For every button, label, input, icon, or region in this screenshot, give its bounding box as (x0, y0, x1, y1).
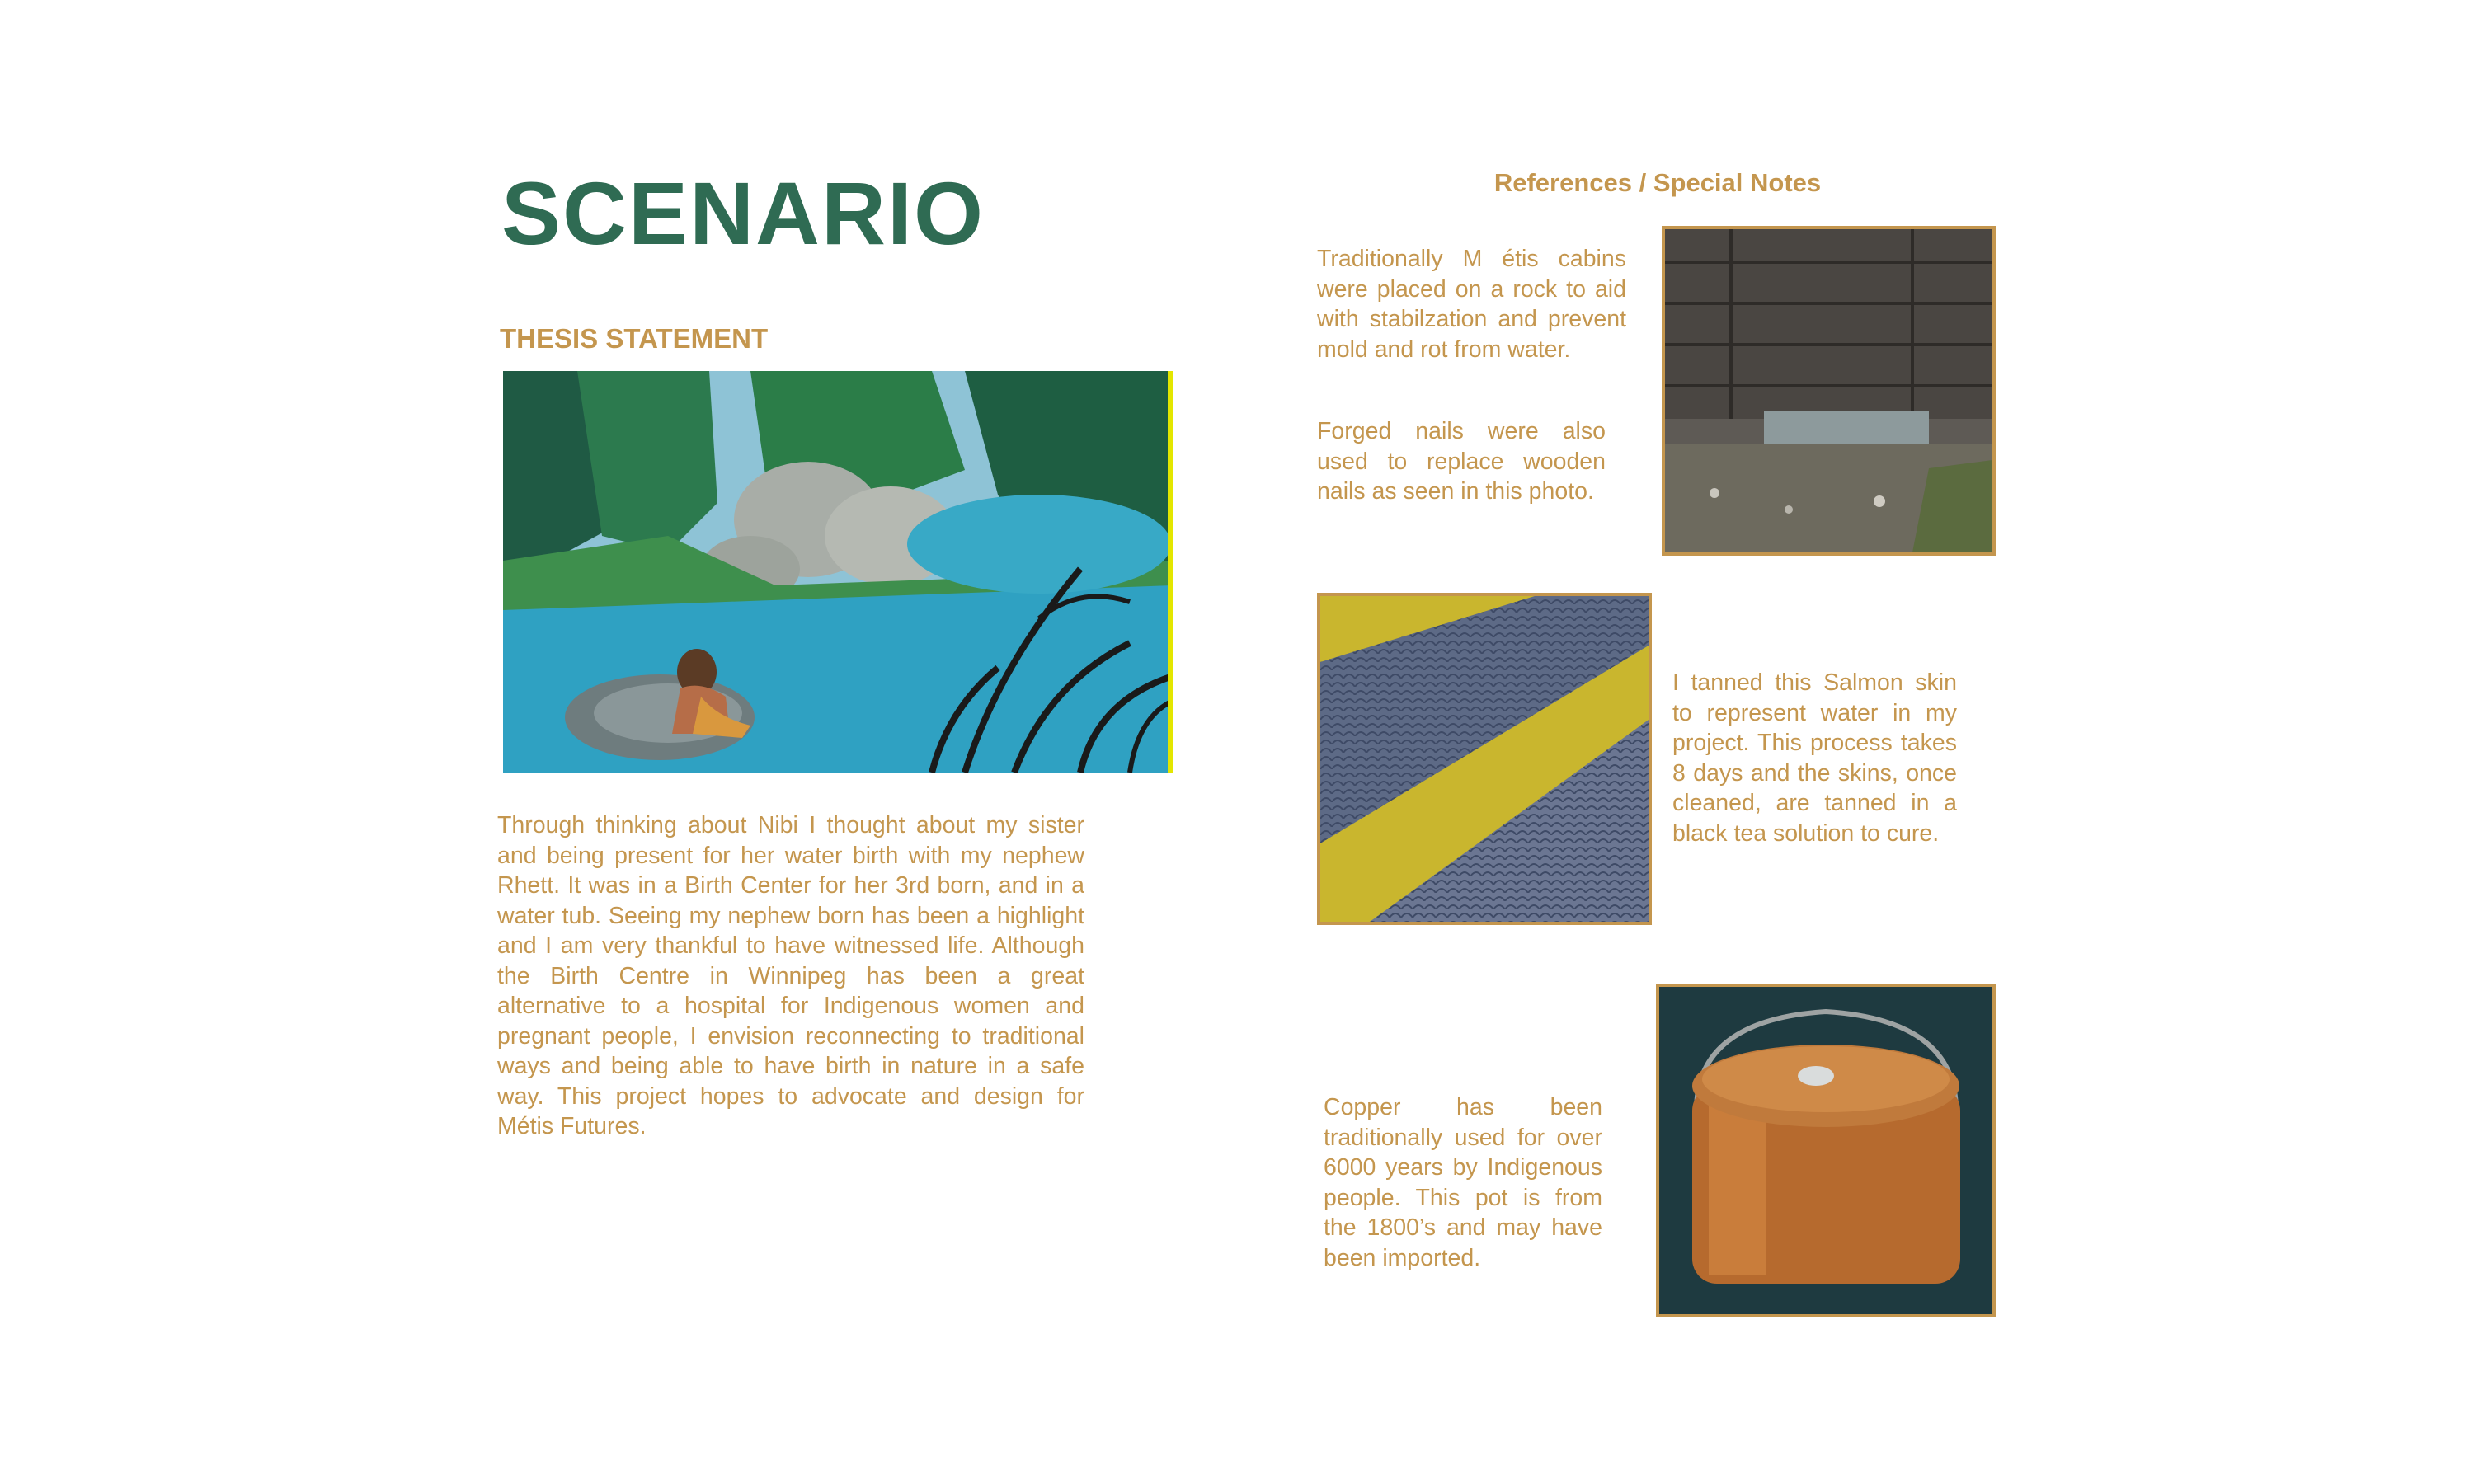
thesis-paragraph: Through thinking about Nibi I thought about my sister and being present for her water birth with my nephew Rhett. It was in a Birth Center for her 3rd born, and in a water tub. Seeing my nephew born has been a highlight and I am very thankful to have witnessed life. Although the Birth Centre in Winnipeg has been a great alternative to a hospital for Indigenous women and pregnant people, I envision reconnecting to traditional ways and being able to have birth in nature in a safe way. This project hopes to advocate and design for Métis Futures. (497, 812, 1084, 1139)
copper-pot-photo (1656, 984, 1996, 1317)
thesis-heading: THESIS STATEMENT (500, 323, 769, 354)
forged-nails-note: Forged nails were also used to replace wooden nails as seen in this photo. (1317, 418, 1606, 505)
salmon-skin-photo (1317, 593, 1652, 925)
salmon-note: I tanned this Salmon skin to represent water in my project. This process takes 8 days and the skins, once cleaned, are tanned in a black tea solution to cure. (1672, 669, 1957, 847)
cabin-photo (1662, 226, 1996, 556)
cabin-note: Traditionally M étis cabins were placed on a rock to aid with stabilzation and prevent mold and rot from water. (1317, 246, 1626, 363)
page-title: SCENARIO (501, 163, 985, 263)
water-birth-illustration (503, 371, 1173, 773)
copper-note: Copper has been traditionally used for over 6000 years by Indigenous people. This pot is from the 1800’s and may have been imported. (1324, 1094, 1602, 1271)
references-heading: References / Special Notes (1493, 168, 1822, 197)
